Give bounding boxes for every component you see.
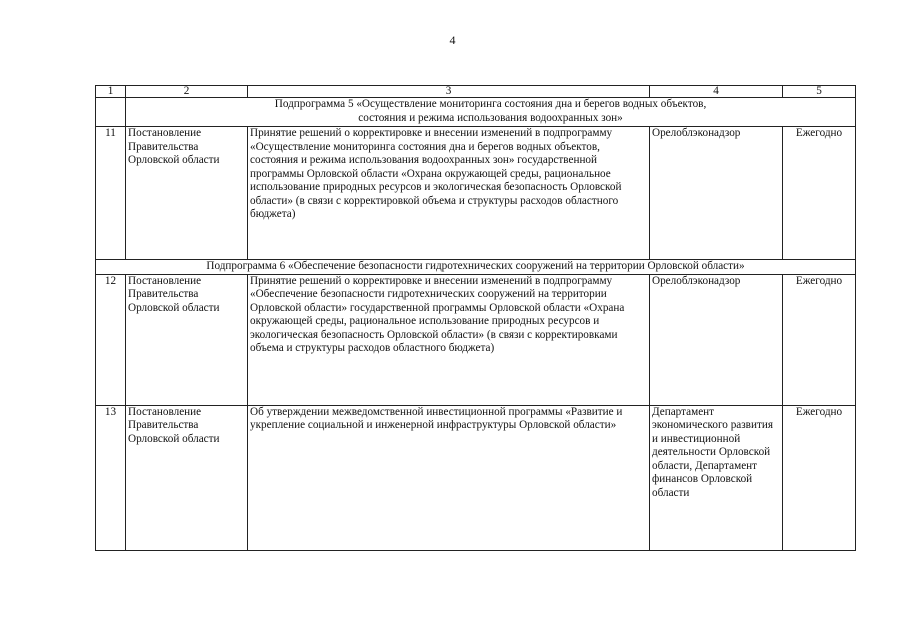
row-content: Об утверждении межведомственной инвестиционной программы «Развитие и укрепление социальной и инженерной инфраструктуры Орловской области» bbox=[248, 405, 650, 550]
header-cell-3: 3 bbox=[248, 86, 650, 98]
row-responsible: Департамент экономического развития и инвестиционной деятельности Орловской области, Департамент финансов Орловской области bbox=[650, 405, 783, 550]
section-row-subprogram-5 bbox=[96, 98, 856, 127]
section-title-line: состояния и режима использования водоохранных зон» bbox=[358, 111, 623, 124]
row-number: 12 bbox=[96, 274, 126, 405]
table-row bbox=[96, 274, 856, 405]
table-row bbox=[96, 405, 856, 550]
table-row bbox=[96, 127, 856, 260]
row-responsible: Орелоблэконадзор bbox=[650, 127, 783, 260]
row-period: Ежегодно bbox=[783, 405, 856, 550]
row-document-type: Постановление Правительства Орловской области bbox=[126, 274, 248, 405]
measures-table bbox=[95, 85, 856, 551]
table-header-row bbox=[96, 86, 856, 98]
row-responsible: Орелоблэконадзор bbox=[650, 274, 783, 405]
header-cell-5: 5 bbox=[783, 86, 856, 98]
header-cell-2: 2 bbox=[126, 86, 248, 98]
row-period: Ежегодно bbox=[783, 274, 856, 405]
section-title bbox=[126, 98, 856, 127]
section-title-line: Подпрограмма 5 «Осуществление мониторинга состояния дна и берегов водных объектов, bbox=[274, 98, 707, 110]
row-number: 13 bbox=[96, 405, 126, 550]
row-document-type: Постановление Правительства Орловской области bbox=[126, 127, 248, 260]
row-content: Принятие решений о корректировке и внесении изменений в подпрограмму «Обеспечение безопасности гидротехнических сооружений на территории Орловской области» государственной программы Орловской области «Охрана окружающей среды, рациональное использование природных ресурсов и экологическая безопасность Орловской области» (в связи с корректировками объема и структуры расходов областного бюджета) bbox=[248, 274, 650, 405]
header-cell-1: 1 bbox=[96, 86, 126, 98]
row-period: Ежегодно bbox=[783, 127, 856, 260]
section-row-subprogram-6 bbox=[96, 260, 856, 275]
row-content: Принятие решений о корректировке и внесении изменений в подпрограмму «Осуществление мониторинга состояния дна и берегов водных объектов, состояния и режима использования водоохранных зон» государственной программы Орловской области «Охрана окружающей среды, рациональное использование природных ресурсов и экологическая безопасность Орловской области» (в связи с корректировкой объема и структуры расходов областного бюджета) bbox=[248, 127, 650, 260]
section-title-line: Подпрограмма 6 «Обеспечение безопасности гидротехнических сооружений на территории Орловской области» bbox=[206, 260, 745, 272]
row-number: 11 bbox=[96, 127, 126, 260]
header-cell-4: 4 bbox=[650, 86, 783, 98]
row-document-type: Постановление Правительства Орловской области bbox=[126, 405, 248, 550]
section-spacer bbox=[96, 98, 126, 127]
page-number: 4 bbox=[449, 33, 456, 47]
section-title bbox=[96, 260, 856, 275]
